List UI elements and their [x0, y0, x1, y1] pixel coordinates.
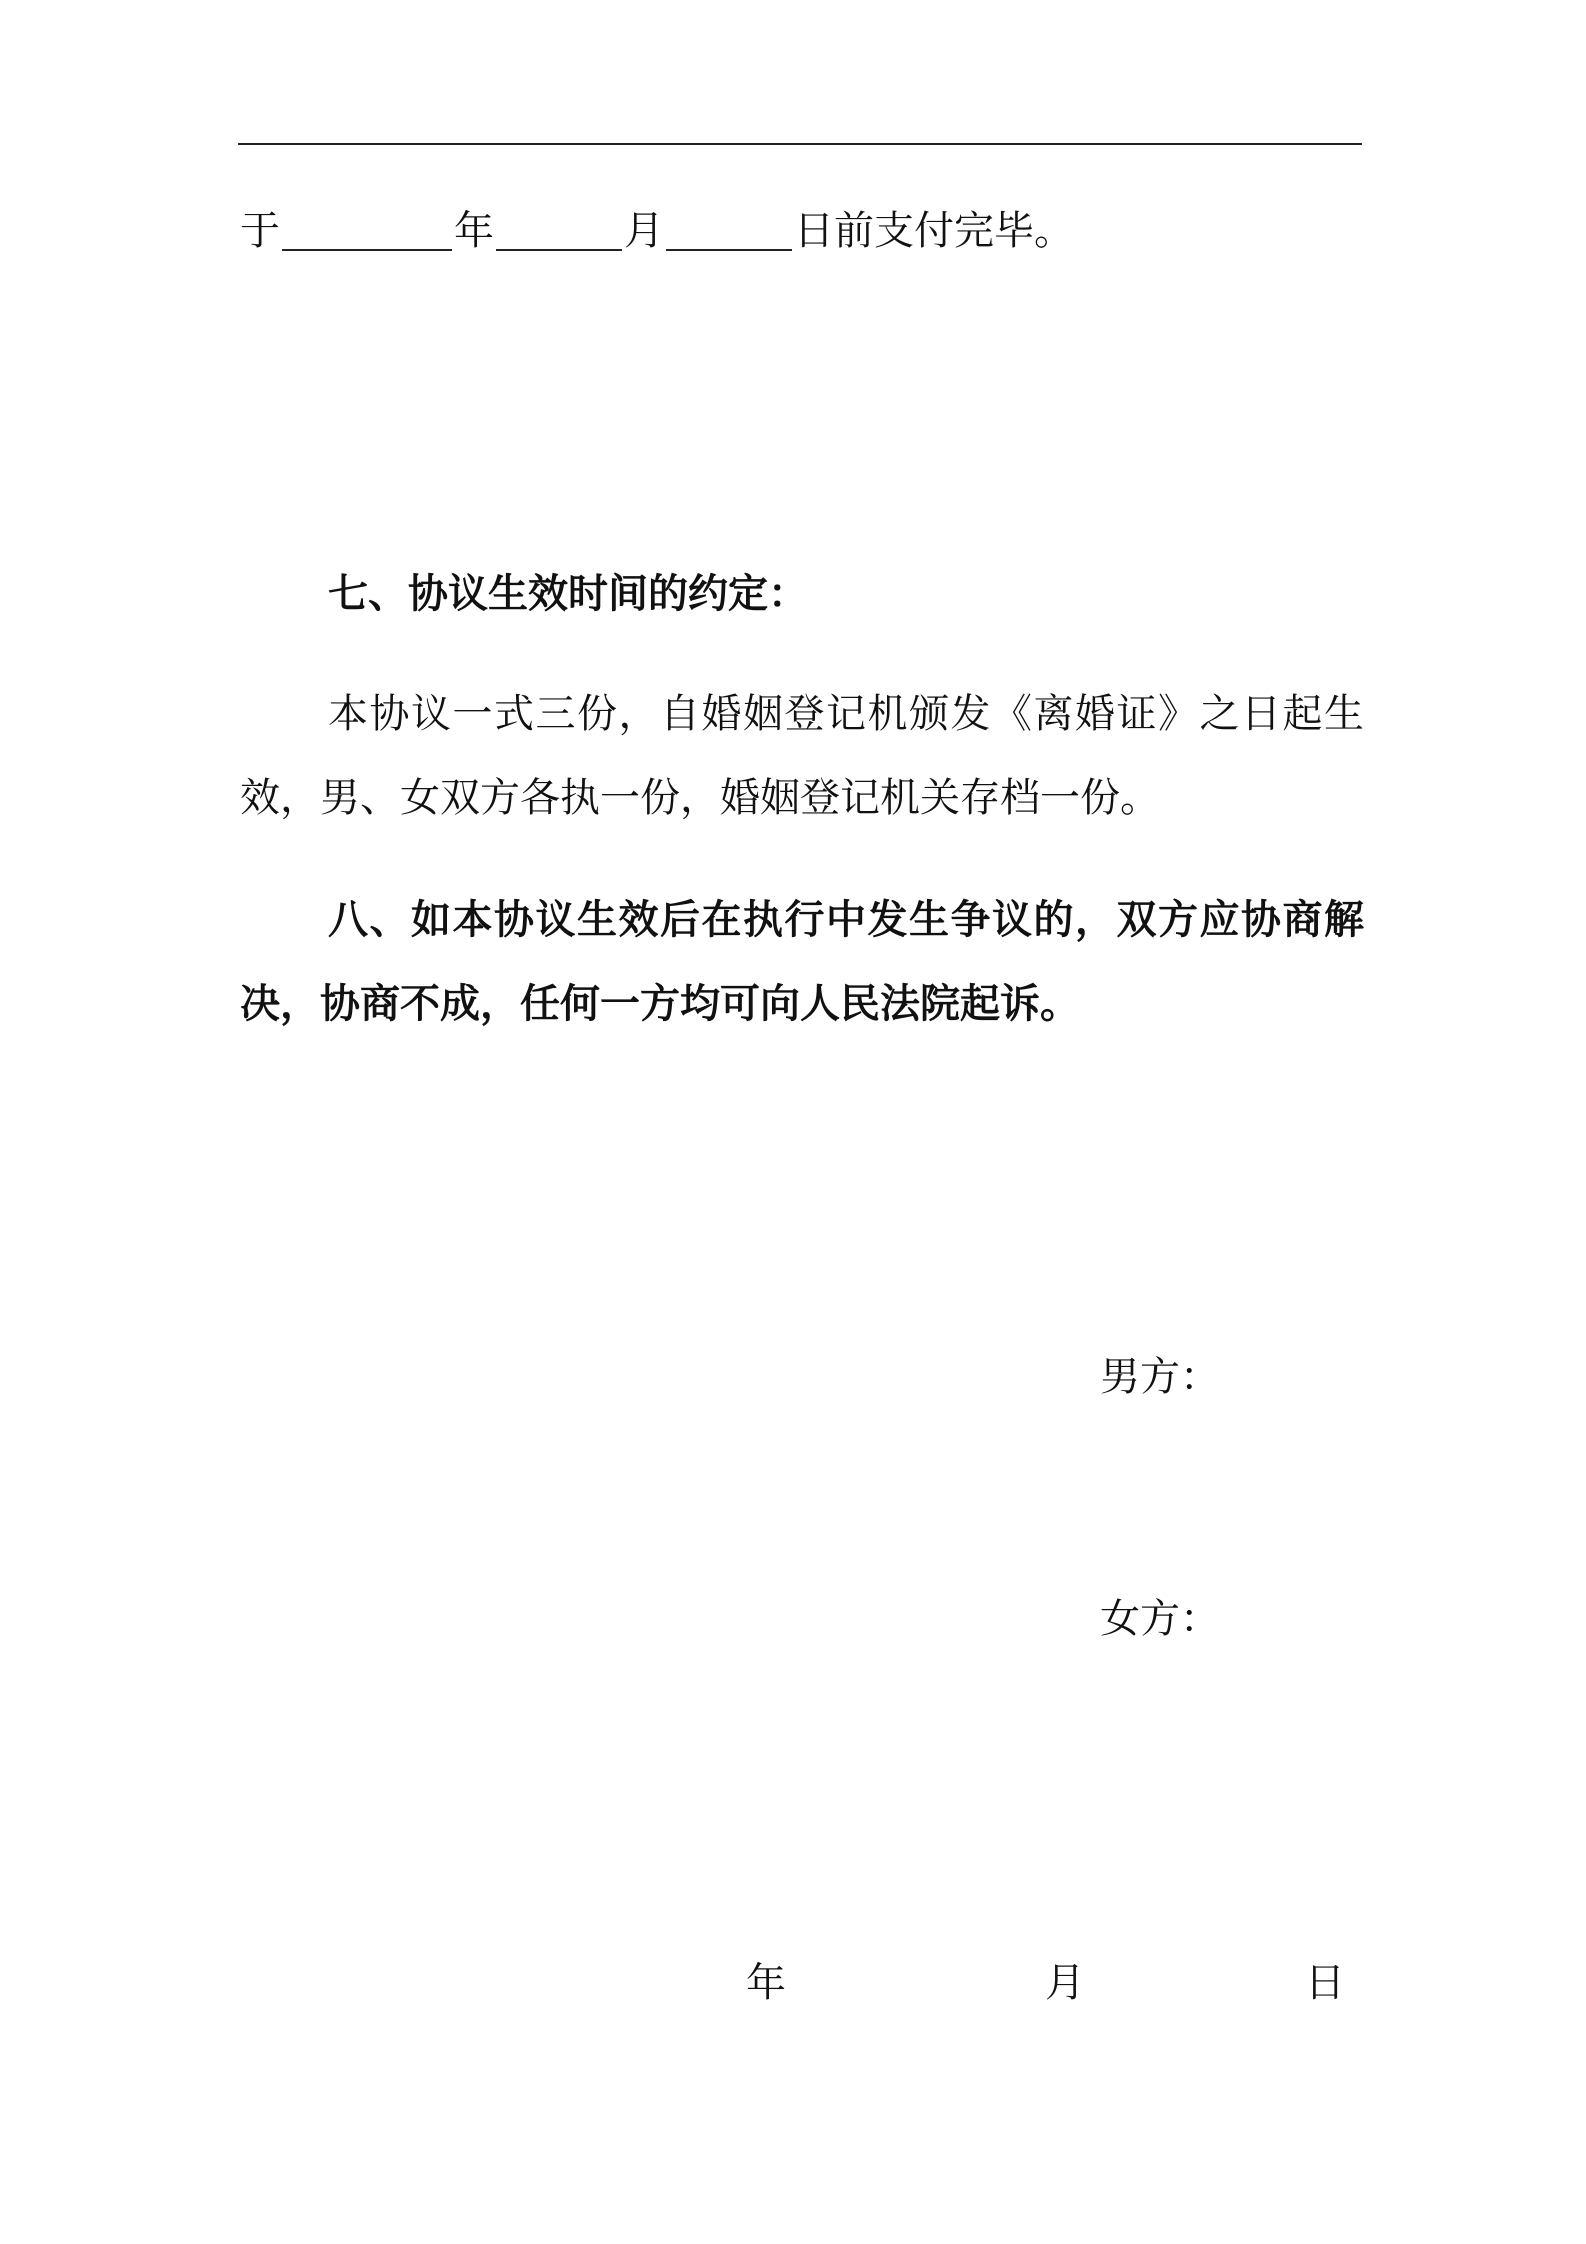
- date-month-label: 月: [1045, 1960, 1085, 2006]
- section7-body: 本协议一式三份，自婚姻登记机颁发《离婚证》之日起生效，男、女双方各执一份，婚姻登记机关存档一份。: [240, 691, 1364, 821]
- day-blank[interactable]: [666, 205, 792, 251]
- date-year-label: 年: [746, 1960, 786, 2006]
- payment-month-label: 月: [624, 208, 664, 254]
- payment-suffix: 日前支付完毕。: [794, 208, 1074, 254]
- section7-heading: 七、协议生效时间的约定：: [328, 571, 808, 617]
- section8-body: 八、如本协议生效后在执行中发生争议的，双方应协商解决，协商不成，任何一方均可向人民法院起诉。: [240, 897, 1364, 1027]
- header-rule: [238, 143, 1362, 145]
- month-blank[interactable]: [496, 205, 622, 251]
- payment-prefix: 于: [240, 208, 280, 254]
- payment-deadline-line: [240, 205, 1074, 254]
- year-blank[interactable]: [282, 205, 452, 251]
- male-signature-label: 男方：: [1100, 1354, 1220, 1400]
- date-day-label: 日: [1305, 1960, 1345, 2006]
- payment-year-label: 年: [454, 208, 494, 254]
- female-signature-label: 女方：: [1100, 1596, 1220, 1642]
